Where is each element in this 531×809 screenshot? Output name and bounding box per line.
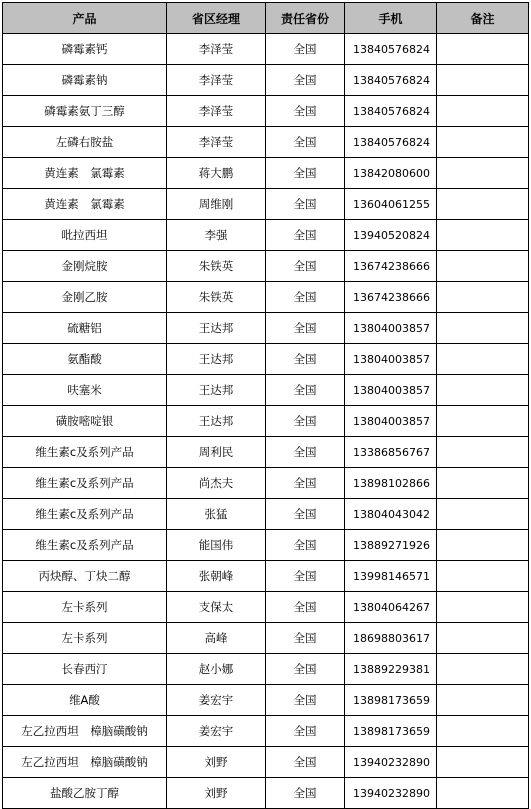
cell-product: 黄连素 氯霉素 [3, 158, 167, 189]
table-row [3, 716, 529, 747]
cell-phone: 13998146571 [345, 561, 437, 592]
header-province: 责任省份 [266, 3, 345, 34]
cell-manager: 刘野 [167, 778, 266, 809]
cell-province: 全国 [266, 344, 345, 375]
cell-phone: 13940232890 [345, 778, 437, 809]
cell-province: 全国 [266, 313, 345, 344]
cell-phone: 13840576824 [345, 34, 437, 65]
cell-manager: 能国伟 [167, 530, 266, 561]
cell-product: 维生素c及系列产品 [3, 437, 167, 468]
header-row [3, 3, 529, 34]
table-row [3, 499, 529, 530]
cell-province: 全国 [266, 437, 345, 468]
cell-product: 磷霉素氨丁三醇 [3, 96, 167, 127]
cell-note [437, 561, 529, 592]
cell-manager: 蒋大鹏 [167, 158, 266, 189]
table-row [3, 654, 529, 685]
cell-product: 金刚烷胺 [3, 251, 167, 282]
cell-province: 全国 [266, 406, 345, 437]
table-row [3, 561, 529, 592]
table-body [3, 34, 529, 809]
cell-manager: 赵小娜 [167, 654, 266, 685]
cell-manager: 刘野 [167, 747, 266, 778]
cell-province: 全国 [266, 158, 345, 189]
header-manager: 省区经理 [167, 3, 266, 34]
table-row [3, 592, 529, 623]
cell-province: 全国 [266, 747, 345, 778]
table-row [3, 189, 529, 220]
cell-manager: 姜宏宇 [167, 685, 266, 716]
cell-note [437, 437, 529, 468]
table-row [3, 468, 529, 499]
cell-note [437, 499, 529, 530]
cell-product: 氨酯酸 [3, 344, 167, 375]
cell-manager: 朱铁英 [167, 282, 266, 313]
cell-province: 全国 [266, 96, 345, 127]
cell-manager: 李泽莹 [167, 34, 266, 65]
cell-phone: 13889271926 [345, 530, 437, 561]
cell-product: 盐酸乙胺丁醇 [3, 778, 167, 809]
cell-phone: 13386856767 [345, 437, 437, 468]
cell-product: 维生素c及系列产品 [3, 499, 167, 530]
cell-phone: 13898173659 [345, 716, 437, 747]
cell-phone: 13940232890 [345, 747, 437, 778]
cell-phone: 18698803617 [345, 623, 437, 654]
header-note: 备注 [437, 3, 529, 34]
cell-note [437, 592, 529, 623]
cell-product: 左乙拉西坦 樟脑磺酸钠 [3, 747, 167, 778]
cell-product: 左磷右胺盐 [3, 127, 167, 158]
cell-phone: 13840576824 [345, 65, 437, 96]
cell-manager: 张朝峰 [167, 561, 266, 592]
cell-phone: 13604061255 [345, 189, 437, 220]
cell-phone: 13674238666 [345, 251, 437, 282]
cell-manager: 张猛 [167, 499, 266, 530]
cell-manager: 李泽莹 [167, 65, 266, 96]
cell-phone: 13842080600 [345, 158, 437, 189]
cell-note [437, 375, 529, 406]
header-product: 产品 [3, 3, 167, 34]
table-row [3, 65, 529, 96]
cell-phone: 13804003857 [345, 344, 437, 375]
cell-manager: 高峰 [167, 623, 266, 654]
cell-product: 左乙拉西坦 樟脑磺酸钠 [3, 716, 167, 747]
table-row [3, 127, 529, 158]
cell-phone: 13898102866 [345, 468, 437, 499]
cell-province: 全国 [266, 778, 345, 809]
cell-province: 全国 [266, 592, 345, 623]
cell-product: 磷霉素钙 [3, 34, 167, 65]
cell-phone: 13840576824 [345, 96, 437, 127]
table-row [3, 623, 529, 654]
cell-province: 全国 [266, 716, 345, 747]
table-row [3, 282, 529, 313]
cell-province: 全国 [266, 282, 345, 313]
cell-manager: 王达邦 [167, 406, 266, 437]
cell-manager: 朱铁英 [167, 251, 266, 282]
cell-note [437, 65, 529, 96]
cell-note [437, 313, 529, 344]
cell-note [437, 623, 529, 654]
cell-product: 金刚乙胺 [3, 282, 167, 313]
contact-table [2, 2, 529, 809]
cell-province: 全国 [266, 34, 345, 65]
cell-manager: 王达邦 [167, 344, 266, 375]
cell-province: 全国 [266, 561, 345, 592]
cell-province: 全国 [266, 530, 345, 561]
cell-note [437, 220, 529, 251]
cell-product: 磷霉素钠 [3, 65, 167, 96]
cell-product: 维A酸 [3, 685, 167, 716]
table-row [3, 96, 529, 127]
cell-note [437, 716, 529, 747]
cell-product: 左卡系列 [3, 623, 167, 654]
cell-province: 全国 [266, 189, 345, 220]
cell-phone: 13804043042 [345, 499, 437, 530]
table-row [3, 251, 529, 282]
cell-product: 磺胺嘧啶银 [3, 406, 167, 437]
cell-phone: 13889229381 [345, 654, 437, 685]
cell-manager: 周利民 [167, 437, 266, 468]
cell-product: 左卡系列 [3, 592, 167, 623]
cell-manager: 支保太 [167, 592, 266, 623]
cell-province: 全国 [266, 468, 345, 499]
cell-phone: 13804064267 [345, 592, 437, 623]
cell-province: 全国 [266, 654, 345, 685]
cell-note [437, 344, 529, 375]
cell-note [437, 158, 529, 189]
cell-phone: 13804003857 [345, 406, 437, 437]
cell-product: 吡拉西坦 [3, 220, 167, 251]
table-row [3, 406, 529, 437]
cell-note [437, 96, 529, 127]
cell-note [437, 251, 529, 282]
cell-note [437, 685, 529, 716]
cell-note [437, 778, 529, 809]
table-row [3, 530, 529, 561]
table-row [3, 685, 529, 716]
table-row [3, 220, 529, 251]
cell-province: 全国 [266, 65, 345, 96]
cell-manager: 周维刚 [167, 189, 266, 220]
cell-note [437, 468, 529, 499]
cell-note [437, 654, 529, 685]
cell-note [437, 747, 529, 778]
cell-manager: 姜宏宇 [167, 716, 266, 747]
cell-phone: 13804003857 [345, 313, 437, 344]
cell-product: 硫糖铝 [3, 313, 167, 344]
table-row [3, 437, 529, 468]
cell-product: 丙炔醇、丁炔二醇 [3, 561, 167, 592]
table-row [3, 375, 529, 406]
cell-product: 呋塞米 [3, 375, 167, 406]
cell-note [437, 406, 529, 437]
cell-manager: 李强 [167, 220, 266, 251]
cell-product: 长春西汀 [3, 654, 167, 685]
cell-phone: 13674238666 [345, 282, 437, 313]
cell-province: 全国 [266, 251, 345, 282]
cell-phone: 13840576824 [345, 127, 437, 158]
cell-manager: 尚杰夫 [167, 468, 266, 499]
cell-province: 全国 [266, 220, 345, 251]
cell-province: 全国 [266, 127, 345, 158]
cell-province: 全国 [266, 623, 345, 654]
cell-manager: 李泽莹 [167, 127, 266, 158]
table-row [3, 778, 529, 809]
cell-product: 维生素c及系列产品 [3, 468, 167, 499]
cell-note [437, 127, 529, 158]
table-row [3, 344, 529, 375]
cell-manager: 王达邦 [167, 313, 266, 344]
table-row [3, 747, 529, 778]
cell-manager: 李泽莹 [167, 96, 266, 127]
table-row [3, 158, 529, 189]
cell-phone: 13940520824 [345, 220, 437, 251]
cell-phone: 13898173659 [345, 685, 437, 716]
cell-phone: 13804003857 [345, 375, 437, 406]
cell-province: 全国 [266, 375, 345, 406]
table-row [3, 313, 529, 344]
header-phone: 手机 [345, 3, 437, 34]
cell-note [437, 189, 529, 220]
cell-product: 维生素c及系列产品 [3, 530, 167, 561]
table-row [3, 34, 529, 65]
cell-note [437, 282, 529, 313]
cell-note [437, 530, 529, 561]
cell-note [437, 34, 529, 65]
cell-province: 全国 [266, 685, 345, 716]
cell-manager: 王达邦 [167, 375, 266, 406]
cell-product: 黄连素 氯霉素 [3, 189, 167, 220]
cell-province: 全国 [266, 499, 345, 530]
